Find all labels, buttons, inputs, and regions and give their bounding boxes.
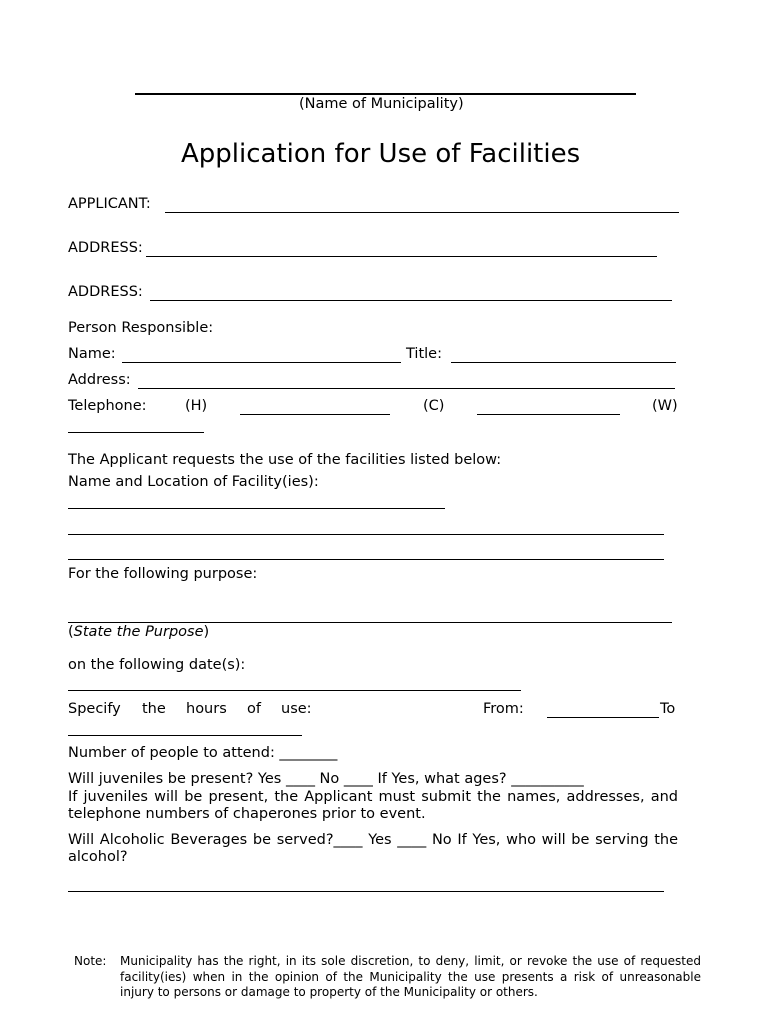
from-label: From: [483, 701, 524, 717]
telephone-label: Telephone: [68, 398, 147, 414]
hours-word-use: use: [281, 701, 312, 717]
note-label: Note: [74, 954, 107, 968]
title-label: Title: [406, 346, 442, 362]
juveniles-question: Will juveniles be present? Yes ____ No ____ If Yes, what ages? __________ [68, 771, 584, 787]
phone-work-label: (W) [652, 398, 678, 414]
facility-field-2[interactable] [68, 534, 664, 535]
dates-field[interactable] [68, 690, 521, 691]
hours-word-the: the [142, 701, 166, 717]
request-text: The Applicant requests the use of the facilities listed below: [68, 452, 502, 468]
phone-home-label: (H) [185, 398, 208, 414]
to-label: To [660, 701, 676, 717]
dates-label: on the following date(s): [68, 657, 246, 673]
name-label: Name: [68, 346, 116, 362]
name-field[interactable] [122, 362, 401, 363]
phone-work-field[interactable] [68, 432, 204, 433]
address-label-2: ADDRESS: [68, 284, 143, 300]
facility-field-3[interactable] [68, 559, 664, 560]
people-count-question: Number of people to attend: ________ [68, 745, 338, 761]
address-field-2[interactable] [150, 300, 672, 301]
municipality-label: (Name of Municipality) [299, 96, 464, 112]
alcohol-question: Will Alcoholic Beverages be served?____ Yes ____ No If Yes, who will be serving the alcohol? [68, 832, 678, 865]
address-label-3: Address: [68, 372, 131, 388]
note-text: Municipality has the right, in its sole discretion, to deny, limit, or revoke the use of requested facility(ies) when in the opinion of the Municipality the use presents a risk of unreasonable injury to persons or damage to property of the Municipality or others. [120, 954, 701, 999]
title-field[interactable] [451, 362, 676, 363]
hours-word-hours: hours [186, 701, 227, 717]
from-field[interactable] [547, 717, 659, 718]
page-title: Application for Use of Facilities [181, 139, 581, 169]
phone-home-field[interactable] [240, 414, 390, 415]
juveniles-note: If juveniles will be present, the Applicant must submit the names, addresses, and telephone numbers of chaperones prior to event. [68, 789, 678, 822]
to-field[interactable] [68, 735, 302, 736]
purpose-label: For the following purpose: [68, 566, 258, 582]
alcohol-server-field[interactable] [68, 891, 664, 892]
address-field-1[interactable] [146, 256, 657, 257]
phone-cell-label: (C) [423, 398, 445, 414]
purpose-field[interactable] [68, 622, 672, 623]
applicant-label: APPLICANT: [68, 196, 151, 212]
facility-field-1[interactable] [68, 508, 445, 509]
applicant-field[interactable] [165, 212, 679, 213]
phone-cell-field[interactable] [477, 414, 620, 415]
purpose-hint: (State the Purpose) [68, 624, 210, 640]
person-responsible-label: Person Responsible: [68, 320, 214, 336]
hours-word-of: of [247, 701, 261, 717]
facility-name-location-label: Name and Location of Facility(ies): [68, 474, 319, 490]
address-field-3[interactable] [138, 388, 675, 389]
address-label-1: ADDRESS: [68, 240, 143, 256]
hours-word-specify: Specify [68, 701, 121, 717]
municipality-name-line[interactable] [135, 93, 636, 95]
